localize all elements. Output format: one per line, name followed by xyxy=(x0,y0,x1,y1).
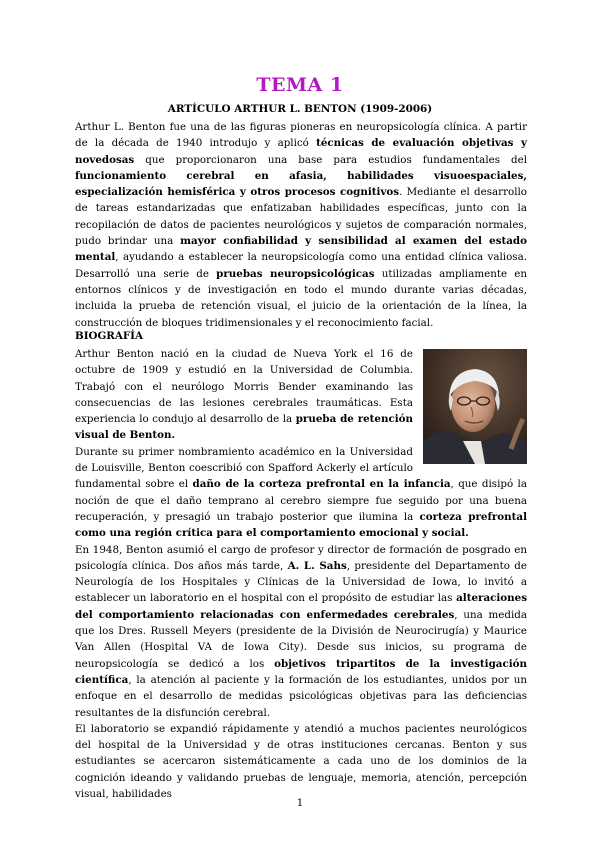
page-number: 1 xyxy=(296,797,304,809)
bio-p2-bold-2: corteza prefrontal como una región crítica para el comportamiento emocional y social. xyxy=(75,510,527,540)
bio-p1-bold: prueba de retención visual de Benton. xyxy=(75,413,413,442)
intro-text-2: que proporcionaron una base para estudios fundamentales del xyxy=(134,153,527,166)
intro-bold-1: técnicas de evaluación objetivas y novedosas xyxy=(75,137,527,166)
biography-heading: BIOGRAFÍA xyxy=(75,330,143,342)
bio-p3-bold-1: A. L. Sahs xyxy=(287,559,347,572)
intro-text-3: . Mediante el desarrollo de tareas estandarizadas que enfatizaban habilidades específicas, junto con la recopilación de datos de pacientes neurológicos y sujetos de comparación normales, pudo brindar una xyxy=(75,186,527,248)
bio-p3-text-1: En 1948, Benton asumió el cargo de profesor y director de formación de posgrado en psicología clínica. Dos años más tarde, xyxy=(75,543,527,572)
intro-paragraph xyxy=(75,119,527,331)
article-subtitle: ARTÍCULO ARTHUR L. BENTON (1909-2006) xyxy=(167,103,433,115)
intro-text-5: utilizadas ampliamente en entornos clínicos y de investigación en todo el mundo durante varias décadas, incluida la prueba de retención visual, el juicio de la orientación de la línea, la construcción de bloques tridimensionales y el reconocimiento facial. xyxy=(75,267,527,329)
bio-p2-text-1: Durante su primer nombramiento académico en la Universidad de Louisville, Benton coescribió con Spafford Ackerly el artículo fundamental sobre el xyxy=(75,445,413,491)
intro-bold-4: pruebas neuropsicológicas xyxy=(216,267,375,280)
intro-text-4: , ayudando a establecer la neuropsicología como una entidad clínica valiosa. Desarrolló una serie de xyxy=(75,251,527,280)
intro-bold-2: funcionamiento cerebral en afasia, habilidades visuoespaciales, especialización hemisférica y otros procesos cognitivos xyxy=(75,169,527,199)
page-title: TEMA 1 xyxy=(256,74,344,96)
bio-p1-text: Arthur Benton nació en la ciudad de Nueva York el 16 de octubre de 1909 y estudió en la Universidad de Columbia. Trabajó con el neurólogo Morris Bender examinando las consecuencias de las lesiones cerebrales traumáticas. Esta experiencia lo condujo al desarrollo de la xyxy=(75,348,413,426)
bio-p3-bold-2: alteraciones del comportamiento relacionadas con enfermedades cerebrales xyxy=(75,592,527,621)
intro-bold-3: mayor confiabilidad y sensibilidad al examen del estado mental xyxy=(75,235,527,264)
bio-paragraph-3 xyxy=(75,542,527,721)
bio-p2-text-2: , que disipó la noción de que el daño temprano al cerebro siempre fue seguido por una buena recuperación, y presagió un trabajo posterior que ilumina la xyxy=(75,478,527,523)
bio-p3-bold-3: objetivos tripartitos de la investigación científica xyxy=(75,657,528,686)
portrait-photo xyxy=(423,349,527,464)
bio-p2-bold-1: daño de la corteza prefrontal en la infancia xyxy=(192,478,451,491)
bio-p3-text-4: , la atención al paciente y la formación de los estudiantes, unidos por un enfoque en el desarrollo de medidas psicológicas objetivas para las deficiencias resultantes de la disfunción cerebral. xyxy=(75,673,527,719)
bio-p3-text-2: , presidente del Departamento de Neurología de los Hospitales y Clínicas de la Universidad de Iowa, lo invitó a establecer un laboratorio en el hospital con el propósito de estudiar las xyxy=(75,559,527,605)
bio-p4-text: El laboratorio se expandió rápidamente y atendió a muchos pacientes neurológicos del hospital de la Universidad y de otras instituciones cercanas. Benton y sus estudiantes se acercaron sistemáticamente a cada uno de los dominios de la cognición ideando y validando pruebas de lenguaje, memoria, atención, percepción visual, habilidades xyxy=(75,722,527,801)
intro-text-1: Arthur L. Benton fue una de las figuras pioneras en neuropsicología clínica. A partir de la década de 1940 introdujo y aplicó xyxy=(75,121,527,150)
bio-paragraph-4 xyxy=(75,721,527,802)
bio-p3-text-3: , una medida que los Dres. Russell Meyers (presidente de la División de Neurocirugía) y Maurice Van Allen (Hospital VA de Iowa City). Desde sus inicios, su programa de neuropsicología se dedicó a los xyxy=(75,608,527,670)
biography-section xyxy=(75,346,527,802)
